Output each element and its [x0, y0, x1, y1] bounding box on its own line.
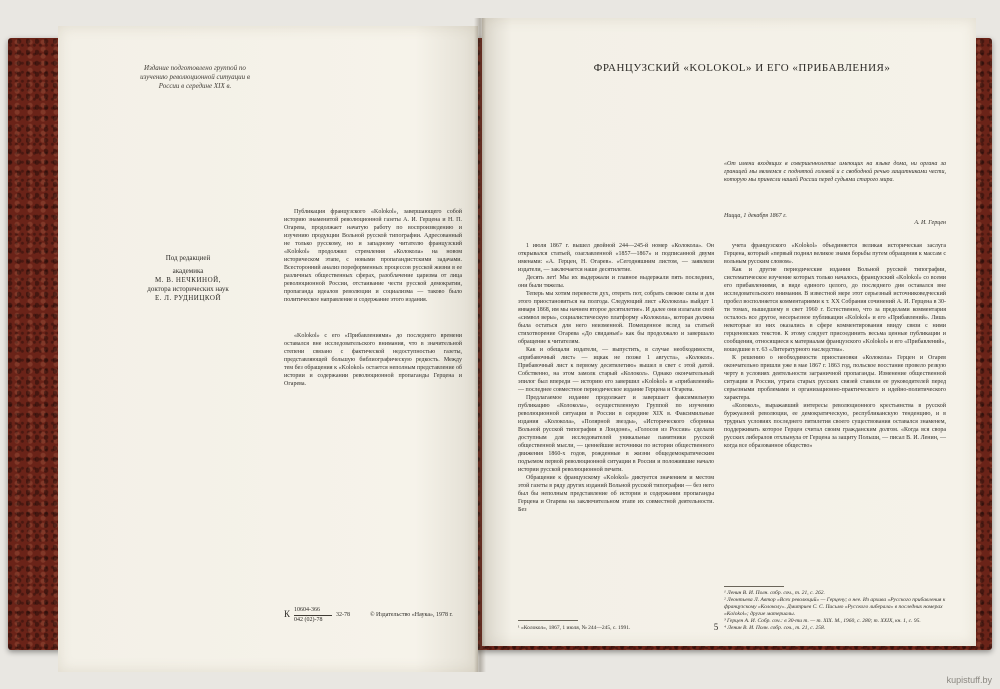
text-column-2 [724, 242, 946, 450]
text-column-1 [518, 242, 714, 514]
right-page [482, 18, 976, 646]
editor-name-1: М. В. НЕЧКИНОЙ, [155, 276, 221, 284]
publication-code [284, 606, 364, 630]
col2-paragraph: Как и другие периодические издания Вольной русской типографии, систематическое изучение которых только началось, французский «Kolokol» со всеми его прибавлениями, в виде единого целого, до последнего дня оставался вне исследовательского внимания. В известной мере этот серьезный источниковедческий пробел восполняется комментариями к т. XX Собрания сочинений А. И. Герцена в 30-ти томах, вышедшему в свет 1960 г. Естественно, что за пределами комментария осталось все другое, несерьезное публикации «Kolokol» и его «Прибавлений». Лишь некоторые из них оказались в сфере комментирования ввиду связи с ними герценовских текстов. К этому следует присоединить весьма ценные публикации и сообщения, относящиеся к материалам французского «Kolokol» и его «Прибавлений», вошедшие в т. 63 «Литературного наследства». [724, 267, 946, 353]
annotation-paragraph-2: «Kolokol» с его «Прибавлениями» до последнего времени оставался вне исследовательского внимания, что в значительной степени связано с фактической недоступностью газеты, представляющей большую библиографическую редкость. Между тем без обращения к «Kolokol» остается неполным представление об истории и содержании революционной пропаганды Герцена и Огарева. [284, 333, 462, 387]
epigraph: «От имени входящих в совершеннолетие имеющих на языке дома, ни органа за границей мы являемся с поднятой головой и с свободной речью защитниками чести, которую мы принесли нашей России перед судьями старого мира. [724, 161, 946, 183]
copyright-notice: © Издательство «Наука», 1978 г. [370, 612, 453, 618]
footnote-item: ¹ Ленин В. И. Полн. собр. соч., т. 21, с. 262. [724, 590, 825, 596]
annotation-paragraph-1: Публикация французского «Kolokol», завершающего собой историю знаменитой революционной газеты А. И. Герцена и Н. П. Огарева, продолжает начатую работу по воспроизведению и изучению продукции Вольной русской типографии. Адресованный не только русскому, но и западному читателю французский «Kolokol» продолжил стремления «Колокола» на новом историческом этапе, с новыми пропагандистскими задачами. Всесторонний анализ пореформенных процессов русской жизни в ее различных общественных сферах, разоблачение царизма от лица революционной России, отстаивание чести русской демократии, пропаганда идеалов революции и социализма — таково было политическое направление и содержание этого издания. [284, 209, 462, 303]
footnote-item: ⁴ Ленин В. И. Полн. собр. соч., т. 21, с. 258. [724, 625, 826, 631]
editorship-label: Под редакцией [165, 254, 211, 262]
epigraph-author: А. И. Герцен [914, 220, 946, 226]
epigraph-place: Ницца, 1 декабря 1867 г. [724, 213, 787, 219]
footnote-rule-right [724, 586, 784, 587]
col1-paragraph: Обращение к французскому «Kolokol» диктуется значением и местом этой газеты в ряду других изданий Вольной русской типографии — без него был бы неполным представление об истории и содержании пропаганды Герцена и Огарева на заключительном этапе их совместной деятельности. Без [518, 475, 714, 513]
page-title: ФРАНЦУЗСКИЙ «KOLOKOL» И ЕГО «ПРИБАВЛЕНИЯ» [593, 62, 891, 74]
col1-paragraph: Как и обещали издатели, — выпустить, в случае необходимости, «прибавочный лист» — ицкак не позже 1 августа», «Колокол». Прибавочный лист к первому десятилетию» вышел в свет с этой датой. Собственно, на этом замолк старый «Колокол». Однако окончательный эпилог был впереди — историю его завершил «Kolokol» и «прибавлений» — последнее совместное периодическое издание Герцена и Огарева. [518, 347, 714, 393]
code-numerator: 10604-366 [294, 607, 320, 613]
footnote-item: ³ Герцен А. И. Собр. соч.: в 30-ти т. — т. XIX. М., 1960, с. 280; т. XXIX, кн. 1, с. 95. [724, 618, 921, 624]
col2-paragraph: учета французского «Kolokol» объединяется великая историческая заслуга Герцена, который «первый поднял великое знамя борьбы путем обращения к массам с вольным русским словом». [724, 243, 946, 265]
col1-paragraph: Десять лет! Мы их выдержали и главное выдержали пять последних, они были тяжелы. [518, 275, 714, 289]
footnotes-right [724, 590, 946, 632]
book-spine-shadow [474, 18, 486, 672]
preparation-note: Издание подготовлено группой по изучению революционной ситуации в России в середине XIX в. [140, 64, 250, 90]
editor-title-2: доктора исторических наук [147, 285, 229, 293]
editor-title-1: академика [172, 267, 204, 275]
footnote-left: ¹ «Колокол», 1867, 1 июля, № 244—245, с. 1991. [518, 625, 631, 631]
code-suffix: 32-78 [336, 612, 350, 618]
col2-paragraph: «Колокол», выражавший интересы революционного крестьянства в русской буржуазной революции, ее демократическую, республиканскую тенденцию, и в трудных условиях последнего пятилетия своего существования оставался знаменем, поддерживать которое Герцен считал своим гражданским долгом. «Когда вся свора русских либералов отхлынула от Герцена за защиту Польши, — писал В. И. Ленин, — когда все образованное общество» [724, 403, 946, 449]
watermark: kupistuff.by [946, 675, 992, 685]
col1-paragraph: 1 июля 1867 г. вышел двойной 244—245-й номер «Колокола». Он открывался статьей, озаглавленной «1857—1867» и подписанной двумя именами: «А. Герцен, Н. Огарев». «Сегодняшним листом, — заявляли издатели, — заключается наше десятилетие. [518, 243, 714, 273]
footnote-item: ² Леонтьева Л. Автор «Всех революций» — Герцену; о нее. Из архива «Русского прибавления к французскому «Колоколу». Дмитриев С. С. Письмо «Русского либерала» в последних номерах «Kolokol»; другие материалы. [724, 597, 946, 617]
code-letter: К [284, 609, 291, 619]
page-number: 5 [713, 622, 719, 632]
col2-paragraph: К решению о необходимости приостановки «Колокола» Герцен и Огарев окончательно пришли уже в мае 1867 г. 1863 год, польское восстание провело резкую черту в условиях деятельности заграничной пропаганды. Изменение общественной ситуации в России, утрата старых русских связей ставили ее руководителей перед серьезными проблемами и организационно-практического и идейно-политического характера. [724, 355, 946, 401]
editors-block [118, 254, 258, 303]
left-page [58, 26, 478, 672]
code-denominator: 042 (02)-78 [294, 617, 323, 623]
footnote-rule-left [518, 620, 578, 621]
col1-paragraph: Предлагаемое издание продолжает и завершает факсимильную публикацию «Колокола», осуществленную Группой по изучению революционной ситуации в России в середине XIX в. Факсимильные издания «Колокола», «Полярной звезды», «Исторического сборника Вольной русской типографии в Лондоне», «Голосов из России» сделали доступным для исследователей уникальные памятники русской общественной мысли, — ценнейшие источники по истории общественного движения 1860-х годов, рожденные в жизни общедемократическим подъемом первой революционной ситуации в России и положившие начало истории русской революционной печати. [518, 395, 714, 473]
col1-paragraph: Теперь мы хотим перевести дух, отереть пот, собрать свежие силы и для этого приостановиться на полгода. Следующий лист «Колокола» выйдет 1 января 1868, им мы начнем второе десятилетие». И далее они излагали свой «символ веры», социалистическую платформу «Колокола», которая должна была остаться для него неизменной. Помещенное вслед за статьей стихотворение Огарева «До свиданья!» как бы продолжало и завершало обращение к читателям. [518, 291, 714, 345]
editor-name-2: Е. Л. РУДНИЦКОЙ [154, 294, 222, 302]
